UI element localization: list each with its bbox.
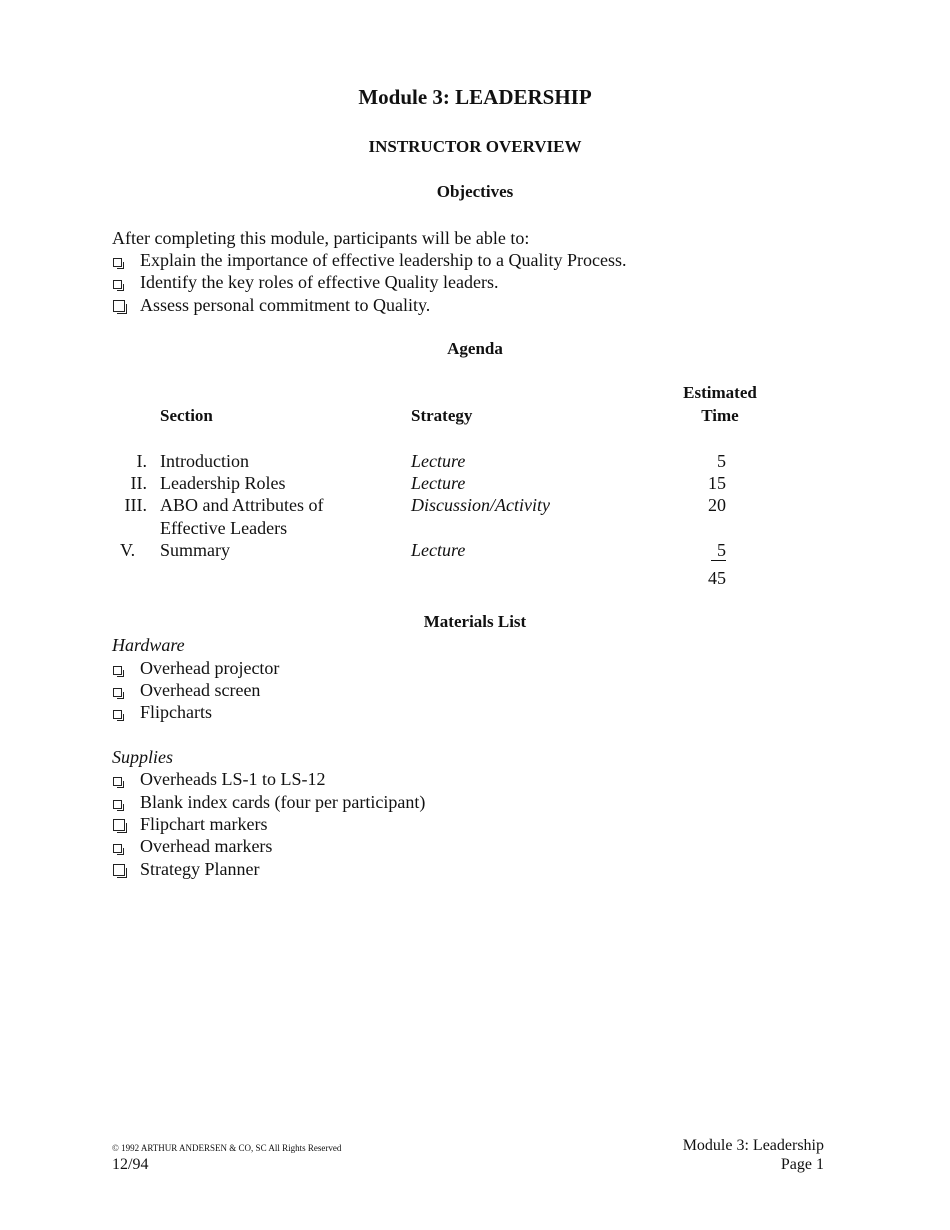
agenda-row-strategy: Lecture [411, 540, 466, 560]
checkbox-icon [113, 864, 125, 876]
agenda-row-time: 15 [708, 473, 726, 493]
checkbox-icon [113, 777, 122, 786]
checkbox-icon [113, 688, 122, 697]
agenda-row-number: II. [130, 473, 147, 493]
agenda-row-number: V. [120, 540, 136, 560]
footer-module: Module 3: Leadership [682, 1137, 824, 1154]
materials-heading: Materials List [423, 612, 527, 631]
checkbox-icon [113, 819, 125, 831]
supplies-label: Supplies [112, 747, 173, 767]
footer-date: 12/94 [112, 1156, 149, 1173]
agenda-row-section: ABO and Attributes of [160, 495, 324, 515]
checkbox-icon [113, 710, 122, 719]
agenda-row-section-line2: Effective Leaders [160, 518, 288, 538]
page-subtitle: INSTRUCTOR OVERVIEW [368, 137, 582, 156]
agenda-col-time-line1: Estimated [683, 383, 757, 402]
checkbox-icon [113, 258, 122, 267]
agenda-row-time: 20 [708, 495, 726, 515]
objectives-intro: After completing this module, participants will be able to: [112, 228, 530, 248]
agenda-row-section: Introduction [160, 451, 249, 471]
agenda-col-section: Section [160, 406, 213, 425]
footer-copyright: © 1992 ARTHUR ANDERSEN & CO, SC All Rights Reserved [112, 1143, 342, 1153]
agenda-row-number: I. [136, 451, 147, 471]
checkbox-icon [113, 300, 125, 312]
page-title: Module 3: LEADERSHIP [358, 85, 592, 109]
agenda-row-number: III. [124, 495, 147, 515]
agenda-total: 45 [708, 568, 726, 588]
agenda-row-time: 5 [717, 451, 726, 471]
checkbox-icon [113, 800, 122, 809]
footer-page: Page 1 [780, 1156, 824, 1173]
agenda-row-strategy: Lecture [411, 451, 466, 471]
objectives-heading: Objectives [436, 182, 514, 201]
checkbox-icon [113, 844, 122, 853]
hardware-label: Hardware [112, 635, 185, 655]
checkbox-icon [113, 280, 122, 289]
agenda-heading: Agenda [447, 339, 503, 358]
agenda-col-time-line2: Time [701, 406, 739, 425]
agenda-row-section: Leadership Roles [160, 473, 286, 493]
agenda-row-time: 5 [686, 539, 726, 561]
checkbox-icon [113, 666, 122, 675]
agenda-row-strategy: Discussion/Activity [411, 495, 550, 515]
agenda-row-strategy: Lecture [411, 473, 466, 493]
agenda-col-strategy: Strategy [411, 406, 473, 425]
agenda-row-section: Summary [160, 540, 230, 560]
